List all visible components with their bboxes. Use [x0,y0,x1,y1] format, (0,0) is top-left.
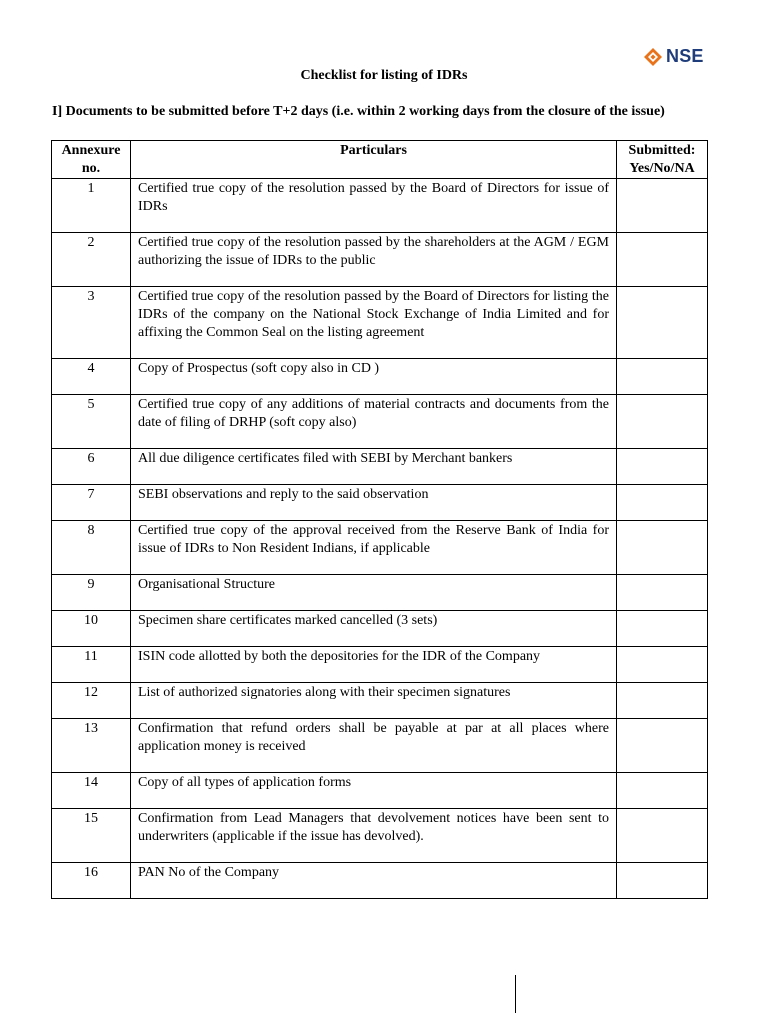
table-row [52,485,708,521]
nse-logo [643,46,704,67]
header-particulars: Particulars [131,141,617,179]
annexure-number: 2 [52,233,131,287]
particulars-text: Copy of Prospectus (soft copy also in CD ) [131,359,617,395]
annexure-number: 10 [52,611,131,647]
table-row [52,521,708,575]
particulars-text: Certified true copy of the approval received from the Reserve Bank of India for issue of IDRs to Non Resident Indians, if applicable [131,521,617,575]
particulars-text: SEBI observations and reply to the said observation [131,485,617,521]
header-submitted: Submitted: Yes/No/NA [617,141,708,179]
annexure-number: 12 [52,683,131,719]
submitted-cell [617,395,708,449]
table-row [52,287,708,359]
submitted-cell [617,287,708,359]
submitted-cell [617,809,708,863]
submitted-cell [617,575,708,611]
annexure-number: 8 [52,521,131,575]
table-row [52,863,708,899]
annexure-number: 3 [52,287,131,359]
submitted-cell [617,647,708,683]
table-header-row [52,141,708,179]
annexure-number: 16 [52,863,131,899]
table-row [52,575,708,611]
particulars-text: Certified true copy of the resolution passed by the Board of Directors for listing the IDRs of the company on the National Stock Exchange of India Limited and for affixing the Common Seal on the listing agreement [131,287,617,359]
table-row [52,233,708,287]
table-row [52,611,708,647]
particulars-text: List of authorized signatories along with their specimen signatures [131,683,617,719]
annexure-number: 13 [52,719,131,773]
particulars-text: Copy of all types of application forms [131,773,617,809]
submitted-cell [617,485,708,521]
table-row [52,683,708,719]
particulars-text: Certified true copy of the resolution passed by the shareholders at the AGM / EGM authorizing the issue of IDRs to the public [131,233,617,287]
submitted-cell [617,233,708,287]
particulars-text: Certified true copy of the resolution passed by the Board of Directors for issue of IDRs [131,179,617,233]
submitted-cell [617,521,708,575]
annexure-number: 15 [52,809,131,863]
annexure-number: 6 [52,449,131,485]
table-row [52,449,708,485]
annexure-number: 11 [52,647,131,683]
footer-divider [515,975,516,1013]
table-row [52,647,708,683]
submitted-cell [617,359,708,395]
annexure-number: 14 [52,773,131,809]
annexure-number: 1 [52,179,131,233]
nse-logo-icon [643,47,663,67]
submitted-cell [617,611,708,647]
table-row [52,395,708,449]
particulars-text: Certified true copy of any additions of material contracts and documents from the date of filing of DRHP (soft copy also) [131,395,617,449]
particulars-text: PAN No of the Company [131,863,617,899]
particulars-text: Confirmation that refund orders shall be payable at par at all places where application money is received [131,719,617,773]
page-title: Checklist for listing of IDRs [300,68,468,83]
annexure-number: 9 [52,575,131,611]
table-row [52,359,708,395]
table-row [52,809,708,863]
particulars-text: ISIN code allotted by both the depositories for the IDR of the Company [131,647,617,683]
section-heading: I] Documents to be submitted before T+2 days (i.e. within 2 working days from the closure of the issue) [52,104,665,119]
header-annexure: Annexure no. [52,141,131,179]
submitted-cell [617,179,708,233]
particulars-text: Organisational Structure [131,575,617,611]
particulars-text: Specimen share certificates marked cancelled (3 sets) [131,611,617,647]
annexure-number: 5 [52,395,131,449]
submitted-cell [617,773,708,809]
table-row [52,179,708,233]
annexure-number: 4 [52,359,131,395]
particulars-text: Confirmation from Lead Managers that devolvement notices have been sent to underwriters (applicable if the issue has devolved). [131,809,617,863]
checklist-table [51,140,708,899]
table-row [52,773,708,809]
submitted-cell [617,863,708,899]
table-row [52,719,708,773]
annexure-number: 7 [52,485,131,521]
submitted-cell [617,683,708,719]
submitted-cell [617,449,708,485]
nse-logo-text: NSE [666,46,704,66]
submitted-cell [617,719,708,773]
particulars-text: All due diligence certificates filed with SEBI by Merchant bankers [131,449,617,485]
